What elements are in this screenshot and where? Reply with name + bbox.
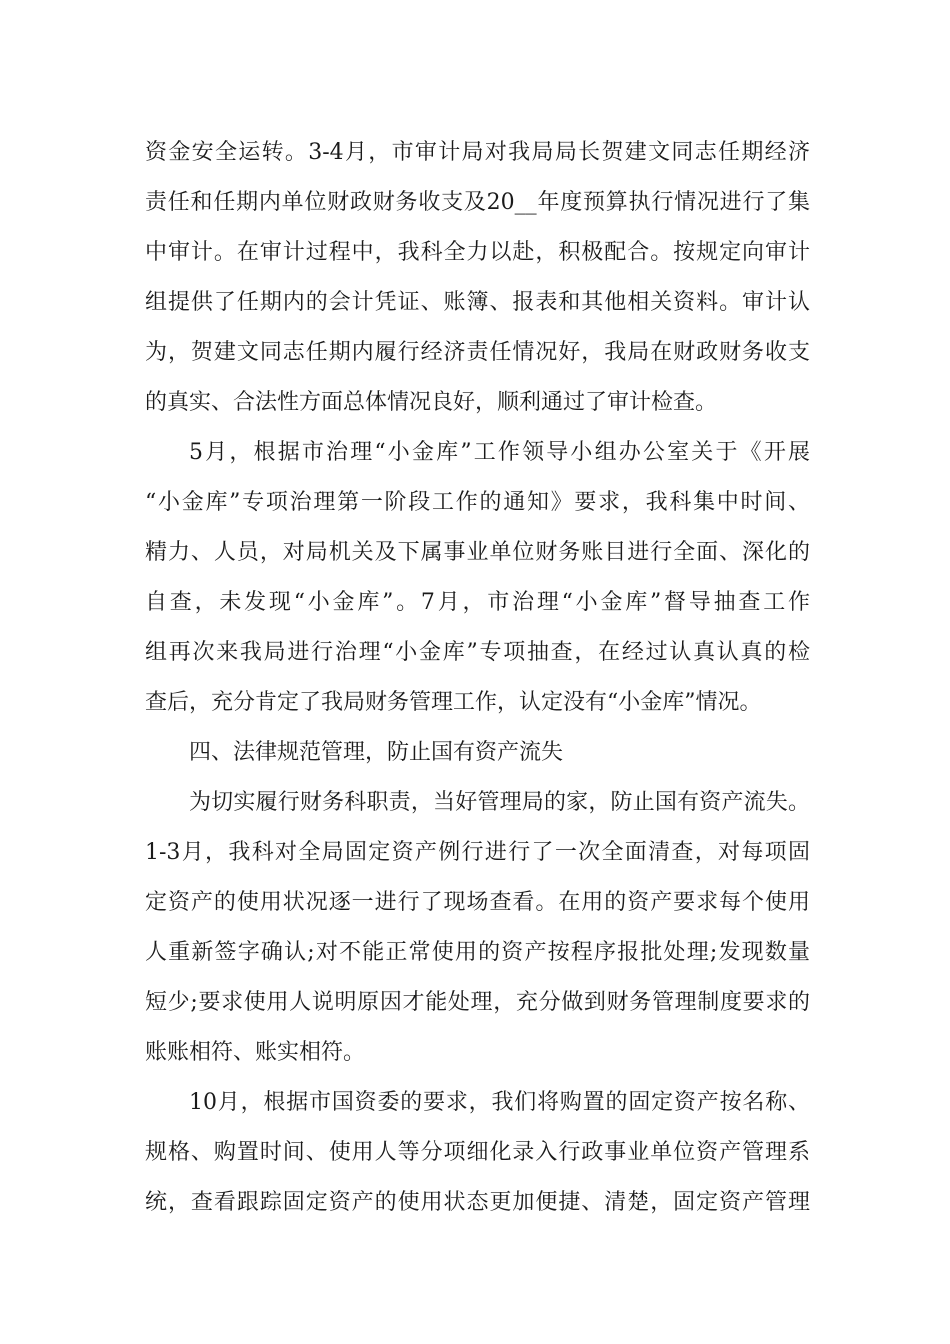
text-line: 5月，根据市治理“小金库”工作领导小组办公室关于《开展 xyxy=(189,440,810,465)
text-line: 组提供了任期内的会计凭证、账簿、报表和其他相关资料。审计认 xyxy=(145,290,810,315)
text-line: 自查，未发现“小金库”。7月，市治理“小金库”督导抽查工作 xyxy=(145,590,810,615)
text-line: 组再次来我局进行治理“小金库”专项抽查，在经过认真认真的检 xyxy=(145,640,810,665)
text-line: 资金安全运转。3-4月，市审计局对我局局长贺建文同志任期经济 xyxy=(145,140,810,165)
text-line: 定资产的使用状况逐一进行了现场查看。在用的资产要求每个使用 xyxy=(145,890,810,915)
text-line: 规格、购置时间、使用人等分项细化录入行政事业单位资产管理系 xyxy=(145,1140,810,1165)
text-line: 10月，根据市国资委的要求，我们将购置的固定资产按名称、 xyxy=(189,1090,810,1115)
text-line: 的真实、合法性方面总体情况良好，顺利通过了审计检查。 xyxy=(145,390,718,415)
text-line: 四、法律规范管理，防止国有资产流失 xyxy=(189,740,564,765)
text-line: 查后，充分肯定了我局财务管理工作，认定没有“小金库”情况。 xyxy=(145,690,762,715)
text-line: 为切实履行财务科职责，当好管理局的家，防止国有资产流失。 xyxy=(189,790,810,815)
text-line: 精力、人员，对局机关及下属事业单位财务账目进行全面、深化的 xyxy=(145,540,810,565)
text-line: 账账相符、账实相符。 xyxy=(145,1040,366,1065)
text-line: “小金库”专项治理第一阶段工作的通知》要求，我科集中时间、 xyxy=(145,490,810,515)
text-line: 统，查看跟踪固定资产的使用状态更加便捷、清楚，固定资产管理 xyxy=(145,1190,810,1215)
text-line: 为，贺建文同志任期内履行经济责任情况好，我局在财政财务收支 xyxy=(145,340,810,365)
text-line: 中审计。在审计过程中，我科全力以赴，积极配合。按规定向审计 xyxy=(145,240,810,265)
text-line: 人重新签字确认;对不能正常使用的资产按程序报批处理;发现数量 xyxy=(145,940,810,965)
text-line: 短少;要求使用人说明原因才能处理，充分做到财务管理制度要求的 xyxy=(145,990,810,1015)
text-line: 责任和任期内单位财政财务收支及20__年度预算执行情况进行了集 xyxy=(145,190,810,215)
document-body xyxy=(145,128,810,1228)
text-line: 1-3月，我科对全局固定资产例行进行了一次全面清查，对每项固 xyxy=(145,840,810,865)
